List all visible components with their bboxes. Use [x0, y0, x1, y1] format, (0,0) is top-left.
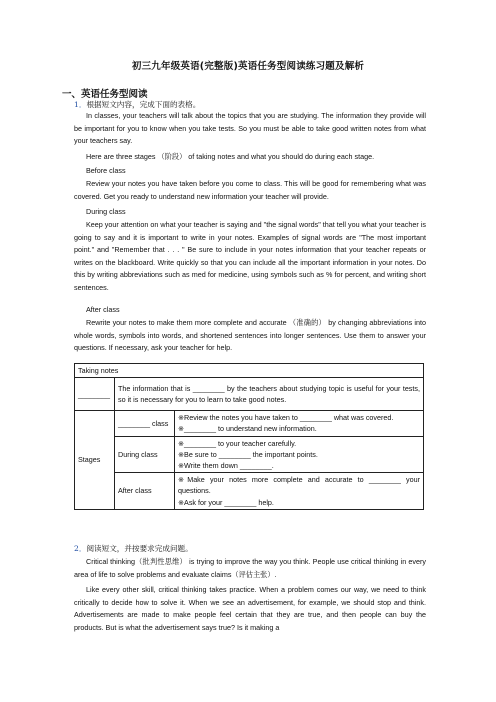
table-cell: The information that is ________ by the teachers about studying topic is useful for your tests, so it is necessary for you to learn to take good notes.	[115, 378, 424, 411]
passage-1-paragraph-5: Rewrite your notes to make them more complete and accurate （准确的） by changing abbreviations into whole words, symbols into words, and shortened sentences into longer sentences. Use them to answer your questions. If necessary, ask your teacher for help.	[74, 318, 426, 353]
question-1-instruction: 根据短文内容，完成下面的表格。	[86, 100, 201, 109]
stage-heading-during: During class	[86, 207, 126, 216]
stage-heading-after: After class	[86, 305, 120, 314]
stages-label: Stages	[75, 411, 115, 510]
passage-1-paragraph-3: Review your notes you have taken before you come to class. This will be good for remembering what was covered. Get you ready to understand new information your teacher will provide.	[74, 179, 426, 201]
table-row	[75, 473, 424, 510]
bullet-line: ※________ to your teacher carefully.	[178, 438, 297, 448]
passage-1-paragraph-4: Keep your attention on what your teacher is saying and "the signal words" that tell you what your teacher is going to say and it is important to write in your notes. Examples of signal words are "The most important point." and "Remember that . . . " Be sure to include in your notes information that your teacher repeats or writes on the blackboard. Write quickly so that you can include all the important information in your notes. Do this by writing abbreviations such as med for medicine, using symbols such as % for percent, and writing short sentences.	[74, 220, 426, 292]
table-row	[75, 378, 424, 411]
question-2-heading	[74, 543, 193, 554]
table-row	[75, 364, 424, 378]
passage-1-paragraph-1: In classes, your teachers will talk about the topics that you are studying. The information they provide will be important for you to know when you take tests. So you must be able to take good written notes from what your teachers say.	[74, 111, 426, 146]
blank-cell: ________	[75, 378, 115, 411]
question-2-instruction: 阅读短文，并按要求完成问题。	[86, 544, 193, 553]
bullet-line: ※Review the notes you have taken to ________ what was covered.	[178, 413, 394, 423]
table-cell	[175, 473, 424, 510]
bullet-line: ※Be sure to ________ the important points.	[178, 449, 318, 459]
passage-2-paragraph-1: Critical thinking（批判性思维） is trying to improve the way you think. People use critical thinking in every area of life to solve problems and evaluate claims（评估主张）.	[74, 557, 426, 579]
section-heading: 一、英语任务型阅读	[62, 89, 148, 100]
stage-label-before: ________ class	[115, 411, 175, 436]
table-row	[75, 411, 424, 436]
question-2-number: 2．	[74, 544, 87, 553]
bullet-line: ※Write them down ________.	[178, 461, 274, 471]
passage-2-paragraph-2: Like every other skill, critical thinking takes practice. When a problem comes our way, we need to think critically to decide how to solve it. When we see an advertisement, for example, we should stop and think. Advertisements are made to make people feel certain that they are true, and then people can buy the products. But is what the advertisement says true? Is it making a	[74, 585, 426, 632]
table-header-cell: Taking notes	[75, 364, 424, 378]
notes-table	[74, 363, 424, 510]
stage-heading-before: Before class	[86, 166, 126, 175]
bullet-line: ※________ to understand new information.	[178, 424, 317, 434]
bullet-line: ※Ask for your ________ help.	[178, 497, 274, 507]
question-1-number: 1．	[74, 100, 87, 109]
table-cell	[175, 411, 424, 436]
table-row	[75, 436, 424, 473]
stage-label-during: During class	[115, 436, 175, 473]
passage-1-paragraph-2: Here are three stages （阶段） of taking notes and what you should do during each stage.	[86, 152, 375, 161]
question-1-heading	[74, 99, 200, 110]
stage-label-after: After class	[115, 473, 175, 510]
bullet-line: ※Make your notes more complete and accurate to ________ your questions.	[178, 475, 420, 496]
page-title: 初三九年级英语(完整版)英语任务型阅读练习题及解析	[131, 61, 365, 72]
table-cell	[175, 436, 424, 473]
